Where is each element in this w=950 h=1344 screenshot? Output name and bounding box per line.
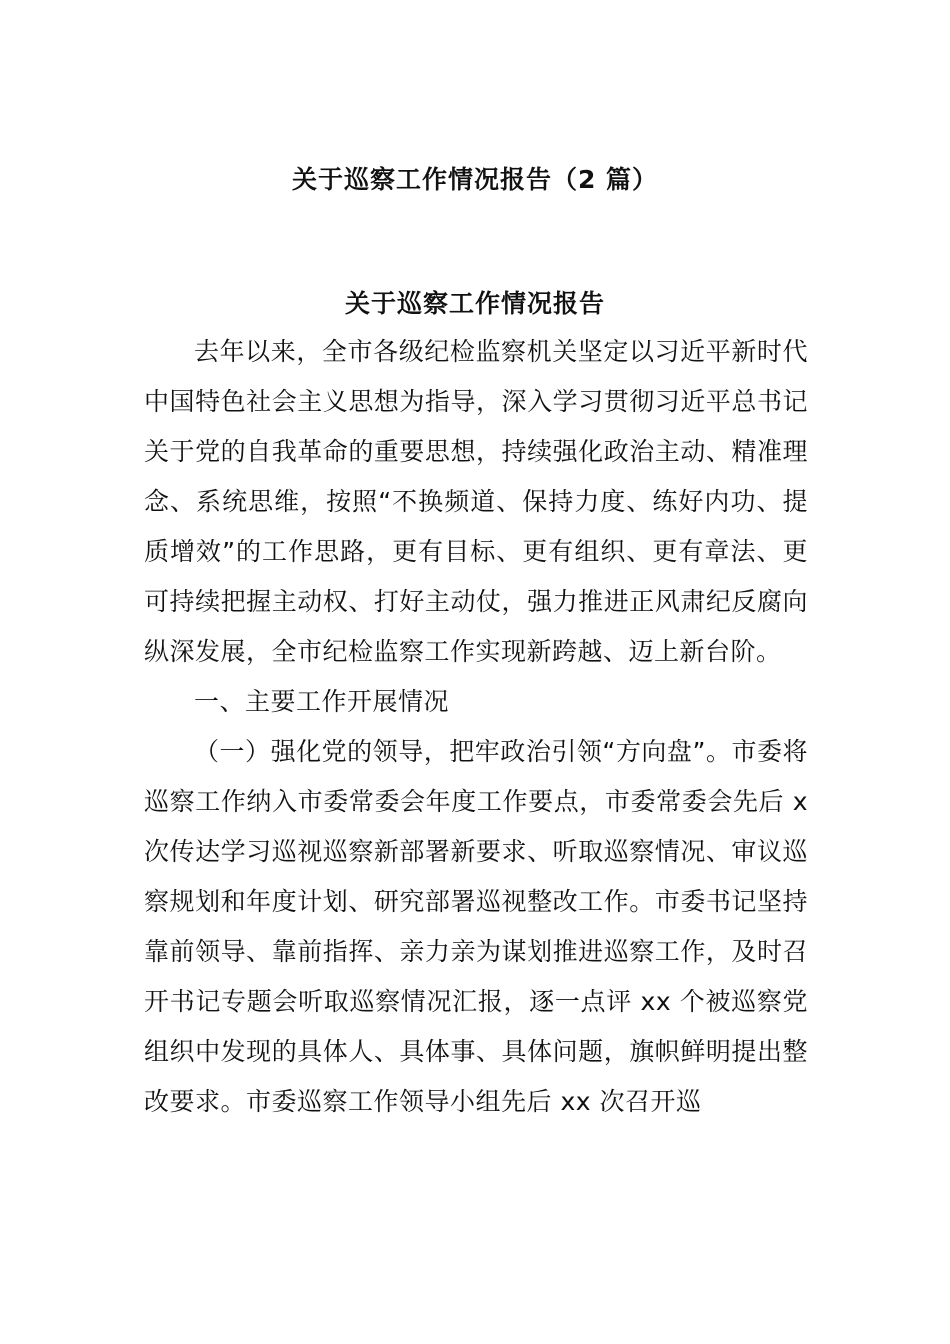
paragraph-intro: 去年以来，全市各级纪检监察机关坚定以习近平新时代中国特色社会主义思想为指导，深入学习贯彻习近平总书记关于党的自我革命的重要思想，持续强化政治主动、精准理念、系统思维，按照“不换频道、保持力度、练好内功、提质增效”的工作思路，更有目标、更有组织、更有章法、更可持续把握主动权、打好主动仗，强力推进正风肃纪反腐向纵深发展，全市纪检监察工作实现新跨越、迈上新台阶。 bbox=[144, 337, 808, 666]
heading-main-work: 一、主要工作开展情况 bbox=[194, 687, 450, 716]
paragraph-party-leadership: （一）强化党的领导，把牢政治引领“方向盘”。市委将巡察工作纳入市委常委会年度工作要点，市委常委会先后 x 次传达学习巡视巡察新部署新要求、听取巡察情况、审议巡察规划和年度计划、研究部署巡视整改工作。市委书记坚持靠前领导、靠前指挥、亲力亲为谋划推进巡察工作，及时召开书记专题会听取巡察情况汇报，逐一点评 xx 个被巡察党组织中发现的具体人、具体事、具体问题，旗帜鲜明提出整改要求。市委巡察工作领导小组先后 xx 次召开巡 bbox=[144, 737, 808, 1116]
section-title: 关于巡察工作情况报告 bbox=[344, 289, 605, 318]
document-body bbox=[144, 327, 808, 1127]
document-title: 关于巡察工作情况报告（2 篇） bbox=[291, 165, 659, 194]
